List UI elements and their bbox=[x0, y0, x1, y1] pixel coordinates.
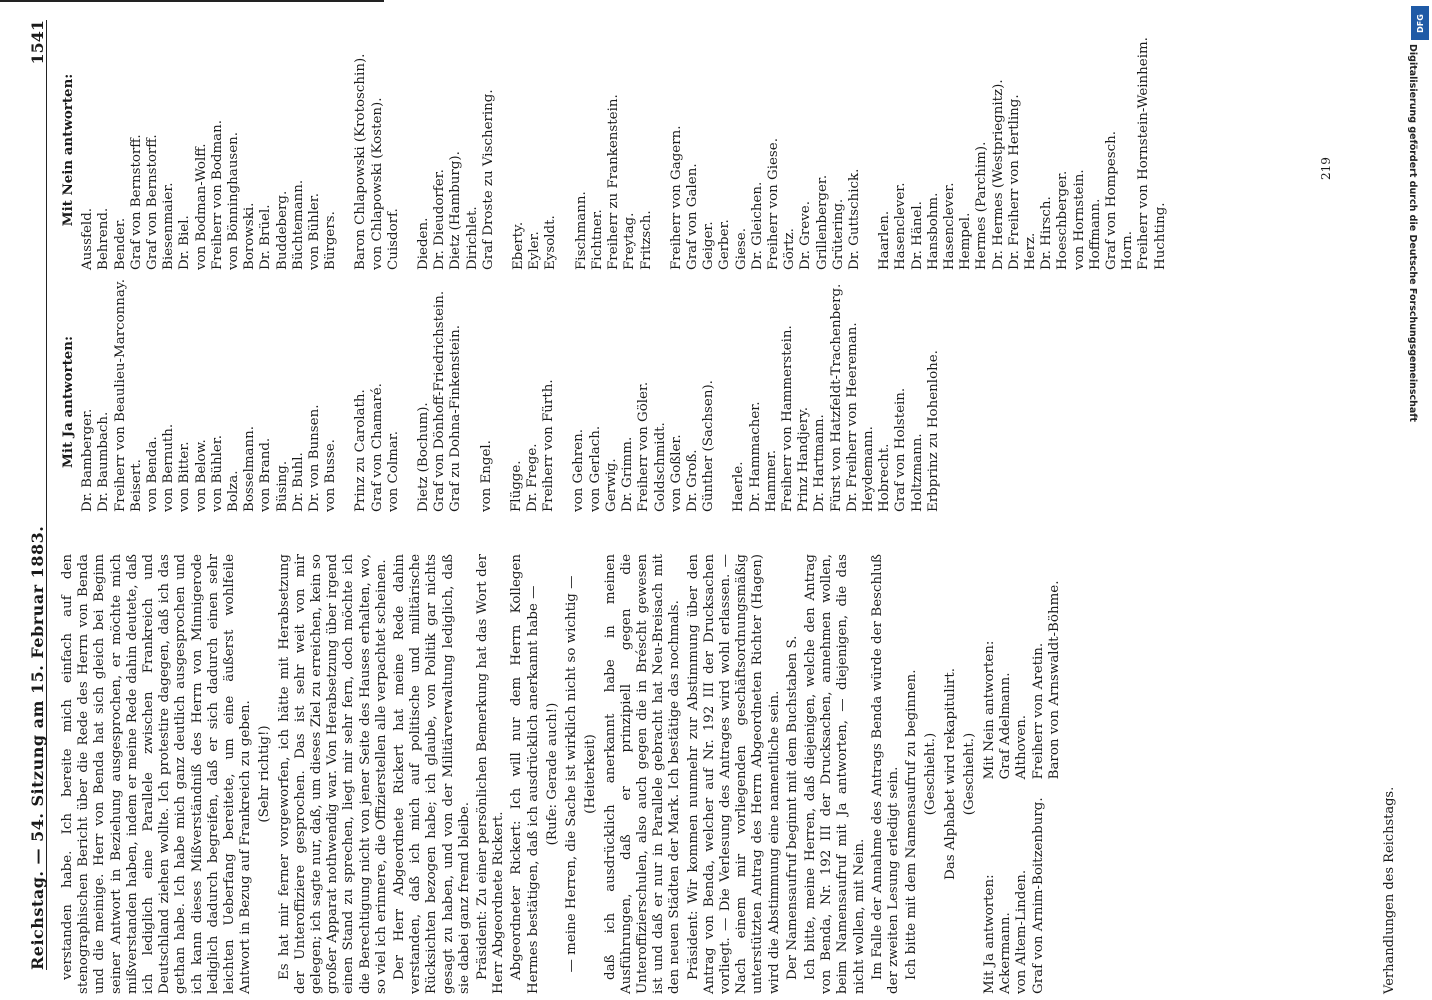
paragraph: verstanden habe. Ich bereite mich einfach auf den stenographischen Bericht über die Rede des Herrn von Benda und die meinige. Herr von Benda hat sich gleich bei Beginn seiner Antwort in Beziehung ausgesprochen, er möchte mich mißverstanden haben, indem er meine Rede dahin deutete, daß ich lediglich eine Parallele zwischen Frankreich und Deutschland ziehen wollte. Ich protestire dagegen, daß ich das gethan habe. Ich habe mich ganz deutlich ausgesprochen und ich kann dieses Mißverständniß des Herrn von Minnigerode lediglich dadurch begreifen, daß er sich dadurch einen sehr leichten Ueberfang bereitete, um eine äußerst wohlfeile Antwort in Bezug auf Frankreich zu geben. bbox=[60, 554, 254, 994]
list-item: Grütering. bbox=[830, 198, 846, 270]
list-item: Eyler. bbox=[527, 231, 543, 270]
name-group bbox=[669, 30, 863, 270]
list-item: Dr. Hirsch. bbox=[1039, 196, 1055, 270]
list-item: Graf von Bernstorff. bbox=[145, 134, 161, 270]
name-group bbox=[80, 30, 339, 270]
list-item: Günther (Sachsen). bbox=[701, 380, 717, 512]
paragraph: Im Falle der Annahme des Antrags Benda würde der Beschluß der zweiten Lesung erledigt sein. bbox=[869, 554, 901, 994]
list-item: Dr. Biel. bbox=[177, 215, 193, 270]
list-item: Dirichlet. bbox=[464, 206, 480, 270]
list-item: Bolza. bbox=[226, 470, 242, 512]
list-item: Freiherr von Hornstein-Weinheim. bbox=[1136, 37, 1152, 270]
list-item: Gerber. bbox=[717, 219, 733, 270]
list-item: Aussfeld. bbox=[80, 207, 96, 270]
group-gap bbox=[557, 292, 571, 512]
name-group bbox=[353, 292, 402, 512]
list-item: Dr. Grimm. bbox=[620, 436, 636, 512]
list-item: Geiger. bbox=[701, 221, 717, 270]
running-header bbox=[16, 20, 47, 970]
list-item: Cuisdorf. bbox=[385, 208, 401, 270]
group-gap bbox=[402, 292, 416, 512]
nein-label: Mit Nein antworten: bbox=[981, 640, 997, 780]
nein-name: Graf Adelmann. bbox=[998, 672, 1014, 780]
list-item: Borowski. bbox=[242, 202, 258, 270]
paragraph: (Rufe: Gerade auch!) bbox=[544, 702, 560, 846]
list-item: Freiherr von Gagern. bbox=[668, 125, 684, 270]
list-item: Goldschmidt. bbox=[652, 422, 668, 512]
list-item: von Gehren. bbox=[571, 429, 587, 512]
list-item: Graf von Bernstorff. bbox=[128, 134, 144, 270]
list-item: von Bühler. bbox=[307, 193, 323, 270]
list-item: Dr. Freiherr von Hertling. bbox=[1006, 94, 1022, 270]
name-group bbox=[479, 292, 495, 512]
left-column bbox=[60, 554, 1063, 994]
list-item: Dr. Dieudorfer. bbox=[432, 169, 448, 270]
list-item: von Bernuth. bbox=[161, 423, 177, 512]
list-item: Fichtner. bbox=[589, 209, 605, 270]
paragraph: Abgeordneter Rickert: Ich will nur dem Herrn Kollegen Hermes bestätigen, daß ich ausdrücklich anerkannt habe — bbox=[509, 554, 541, 994]
list-item: Bosselmann. bbox=[242, 425, 258, 512]
list-item: von Colmar. bbox=[385, 431, 401, 512]
page-number: 1541 bbox=[27, 20, 47, 65]
running-head-title: Reichstag. — 54. Sitzung am 15. Februar 1883. bbox=[27, 525, 47, 970]
list-item: von Busse. bbox=[323, 439, 339, 512]
vote-heading: Mit Ja antworten: bbox=[60, 336, 76, 468]
list-item: Dr. Buhl. bbox=[290, 452, 306, 512]
list-item: Hermes (Parchim). bbox=[974, 141, 990, 270]
paragraph: (Sehr richtig!) bbox=[257, 725, 273, 823]
list-item: Biesenmaier. bbox=[161, 182, 177, 270]
list-item: von Bitter. bbox=[177, 441, 193, 512]
name-group bbox=[574, 30, 655, 270]
list-item: Gerwig. bbox=[603, 458, 619, 512]
list-item: Prinz Handjery. bbox=[796, 406, 812, 512]
list-item: Heydemann. bbox=[860, 426, 876, 512]
list-item: Huchting. bbox=[1152, 202, 1168, 270]
list-item: Dr. Hammacher. bbox=[747, 401, 763, 512]
list-item: Büsing. bbox=[274, 460, 290, 512]
group-gap bbox=[402, 30, 416, 270]
list-item: Graf von Galen. bbox=[684, 163, 700, 270]
signature-number: 219 bbox=[1319, 157, 1333, 180]
list-item: Flügge. bbox=[508, 460, 524, 512]
list-item: von Chlapowski (Kosten). bbox=[369, 97, 385, 270]
list-item: Dr. Brüel. bbox=[258, 204, 274, 270]
list-item: Graf Droste zu Vischering. bbox=[480, 89, 496, 270]
list-item: Dr. Hermes (Westpriegnitz). bbox=[990, 79, 1006, 270]
paragraph: Ich bitte mit dem Namensaufruf zu beginnen. bbox=[904, 669, 920, 980]
nein-list bbox=[982, 581, 1063, 780]
group-gap bbox=[560, 30, 574, 270]
ja-name: von Altem-Linden. bbox=[1014, 869, 1030, 994]
list-item: Fürst von Hatzfeldt-Trachenberg. bbox=[828, 283, 844, 512]
name-group bbox=[416, 292, 465, 512]
list-item: Giese. bbox=[733, 228, 749, 270]
list-item: Graf von Hompesch. bbox=[1103, 131, 1119, 270]
group-gap bbox=[942, 292, 956, 512]
list-item: Hammer. bbox=[763, 449, 779, 512]
paragraph: Das Alphabet wird rekapitulirt. bbox=[942, 668, 958, 880]
list-item: von Engel. bbox=[478, 440, 494, 512]
paragraph: Präsident: Zu einer persönlichen Bemerkung hat das Wort der Herr Abgeordnete Rickert. bbox=[475, 554, 507, 994]
group-gap bbox=[655, 30, 669, 270]
list-item: Hobrecht. bbox=[877, 443, 893, 512]
group-gap bbox=[465, 292, 479, 512]
list-item: Graf von Holstein. bbox=[893, 387, 909, 512]
nein-name: Baron von Arnswaldt-Böhme. bbox=[1046, 580, 1062, 780]
list-item: Eberty. bbox=[511, 221, 527, 270]
ja-list bbox=[982, 797, 1063, 994]
group-gap bbox=[1169, 30, 1183, 270]
name-group bbox=[80, 279, 339, 512]
list-item: Dr. Greve. bbox=[798, 201, 814, 270]
list-item: Baron Chlapowski (Krotoschin). bbox=[353, 53, 369, 270]
list-item: Holtzmann. bbox=[909, 433, 925, 512]
vote-block bbox=[982, 554, 1063, 994]
list-item: Haerle. bbox=[731, 461, 747, 512]
name-group bbox=[416, 30, 497, 270]
list-item: Freiherr von Fürth. bbox=[541, 379, 557, 512]
name-group bbox=[877, 30, 1169, 270]
list-item: von Gerlach. bbox=[587, 425, 603, 512]
list-item: Hempel. bbox=[958, 212, 974, 270]
list-item: von Goßler. bbox=[668, 434, 684, 512]
list-item: Graf von Chamaré. bbox=[369, 383, 385, 512]
list-item: von Benda. bbox=[145, 436, 161, 512]
list-item: Freytag. bbox=[622, 212, 638, 270]
list-item: Fritzsch. bbox=[638, 210, 654, 270]
list-item: von Brand. bbox=[258, 437, 274, 512]
paragraph: Ich bitte, meine Herren, daß diejenigen, welche den Antrag von Benda, Nr. 192 III der Drucksachen, annehmen wollen, beim Namensaufruf mit Ja antworten, — diejenigen, die das nicht wollen, mit Nein. bbox=[802, 554, 867, 994]
dfg-logo bbox=[1411, 6, 1429, 40]
list-item: Hoffmann. bbox=[1087, 198, 1103, 270]
list-item: Freiherr von Hammerstein. bbox=[779, 325, 795, 512]
list-item: Dieden. bbox=[416, 217, 432, 270]
list-item: Behrend. bbox=[96, 207, 112, 270]
paragraph: (Heiterkeit) bbox=[583, 734, 599, 814]
list-item: Dr. Hartmann. bbox=[812, 414, 828, 512]
nein-name: Althoven. bbox=[1014, 715, 1030, 780]
list-item: Dr. Baumbach. bbox=[96, 411, 112, 512]
group-gap bbox=[339, 292, 353, 512]
dfg-logo-text: DFG bbox=[1415, 13, 1425, 33]
list-item: Hasenclever. bbox=[893, 182, 909, 270]
footer-text: Verhandlungen des Reichstags. bbox=[1382, 786, 1397, 994]
list-item: Erbprinz zu Hohenlohe. bbox=[925, 350, 941, 512]
name-group bbox=[731, 283, 942, 512]
ja-name: Ackermann. bbox=[998, 912, 1014, 994]
paragraph: (Geschieht.) bbox=[923, 732, 939, 816]
paragraph: Der Herr Abgeordnete Rickert hat meine Rede dahin verstanden, daß ich mich auf politische und militärische Rücksichten bezogen habe; ich glaube, von Politik gar nichts gesagt zu haben, und von der Militärverwaltung lediglich, daß sie dabei ganz fremd bleibe. bbox=[392, 554, 472, 994]
list-item: Dr. Guttschick. bbox=[846, 168, 862, 270]
list-item: von Hornstein. bbox=[1071, 169, 1087, 270]
list-item: Dietz (Hamburg). bbox=[448, 151, 464, 270]
list-item: von Bodman-Wolff. bbox=[193, 143, 209, 270]
list-item: Freiherr von Beaulieu-Marconnay. bbox=[112, 279, 128, 512]
list-item: Dr. Bamberger. bbox=[80, 408, 96, 512]
list-item: Freiherr zu Frankenstein. bbox=[606, 94, 622, 270]
list-item: Buddeberg. bbox=[274, 190, 290, 270]
list-item: Hansbohm. bbox=[925, 192, 941, 270]
ja-name: Graf von Arnim-Boitzenburg. bbox=[1030, 797, 1046, 994]
list-item: Dr. Freiherr von Heereman. bbox=[844, 322, 860, 512]
paragraph: Der Namensaufruf beginnt mit dem Buchstaben S. bbox=[784, 635, 800, 980]
vote-heading: Mit Nein antworten: bbox=[60, 73, 76, 227]
list-item: Dr. von Bunsen. bbox=[307, 404, 323, 512]
list-item: Herz. bbox=[1022, 232, 1038, 270]
list-item: Graf von Dönhoff-Friedrichstein. bbox=[432, 290, 448, 512]
paragraph: (Geschieht.) bbox=[961, 732, 977, 816]
name-group bbox=[353, 30, 402, 270]
list-item: Freiherr von Bodman. bbox=[209, 119, 225, 270]
paragraph: Präsident: Wir kommen nunmehr zur Abstimmung über den Antrag von Benda, welcher auf Nr. 192 III der Drucksachen vorliegt. — Die Verlesung des Antrages wird wohl erlassen. — Nach einem mir vorliegenden geschäftsordnungsmäßig unterstützten Antrag des Herrn Abgeordneten Richter (Hagen) wird die Abstimmung eine namentliche sein. bbox=[685, 554, 782, 994]
list-item: Fischmann. bbox=[573, 191, 589, 270]
group-gap bbox=[863, 30, 877, 270]
list-item: Dr. Hänel. bbox=[909, 201, 925, 270]
list-item: von Below. bbox=[193, 439, 209, 512]
list-item: Graf zu Dohna-Finkenstein. bbox=[448, 325, 464, 512]
list-item: Bender. bbox=[112, 217, 128, 270]
group-gap bbox=[495, 292, 509, 512]
group-gap bbox=[717, 292, 731, 512]
list-item: Freiherr von Göler. bbox=[636, 381, 652, 512]
list-item: Eysoldt. bbox=[543, 215, 559, 270]
right-column bbox=[60, 30, 1183, 270]
name-group bbox=[509, 292, 558, 512]
ja-label: Mit Ja antworten: bbox=[981, 874, 997, 994]
name-group bbox=[571, 292, 717, 512]
list-item: Dr. Gleichen. bbox=[749, 181, 765, 270]
list-item: Prinz zu Carolath. bbox=[353, 389, 369, 512]
middle-column bbox=[60, 279, 956, 512]
list-item: Hasenclever. bbox=[941, 182, 957, 270]
nein-name: Freiherr von Aretin. bbox=[1030, 642, 1046, 780]
list-item: Freiherr von Giese. bbox=[765, 138, 781, 270]
digitization-credit: Digitalisierung gefördert durch die Deutsche Forschungsgemeinschaft bbox=[1407, 44, 1418, 422]
list-item: Bürgers. bbox=[323, 211, 339, 270]
list-item: von Bühler. bbox=[209, 435, 225, 512]
list-item: Dietz (Bochum). bbox=[416, 402, 432, 512]
list-item: Hoeschberger. bbox=[1055, 170, 1071, 270]
list-item: Dr. Groß. bbox=[684, 449, 700, 512]
list-item: Horn. bbox=[1120, 230, 1136, 270]
group-gap bbox=[339, 30, 353, 270]
paragraph: — meine Herren, die Sache ist wirklich nicht so wichtig — bbox=[564, 575, 580, 973]
group-gap bbox=[497, 30, 511, 270]
list-item: Dr. Frege. bbox=[525, 443, 541, 512]
list-item: Beisert. bbox=[128, 459, 144, 512]
name-group bbox=[511, 30, 560, 270]
list-item: Görtz. bbox=[782, 228, 798, 270]
list-item: von Bönninghausen. bbox=[226, 131, 242, 270]
list-item: Haarlen. bbox=[877, 210, 893, 270]
list-item: Büchtemann. bbox=[290, 179, 306, 270]
list-item: Grillenberger. bbox=[814, 174, 830, 270]
paragraph: daß ich ausdrücklich anerkannt habe in meinen Ausführungen, daß er prinzipiell gegen die Unteroffizierschulen, also auch gegen die in Bréscht gewesen ist und daß er nur in Parallele gebracht hat Neu-Breisach mit den neuen Städten der Mark. Ich bestätige das nochmals. bbox=[602, 554, 683, 994]
paragraph: Es hat mir ferner vorgeworfen, ich hätte mit Herabsetzung der Unteroffiziere gesprochen. Das ist sehr weit von mir gelegen; ich sagte nur, daß, um dieses Ziel zu erreichen, kein so großer Apparat nothwendig war. Von Herabsetzung über irgend einen Stand zu sprechen, liegt mir sehr fern, doch möchte ich die Berechtigung nicht von jener Seite des Hauses erhalten, wo, so viel ich erinnere, die Offizierstellen alle verpachtet scheinen. bbox=[276, 554, 389, 994]
